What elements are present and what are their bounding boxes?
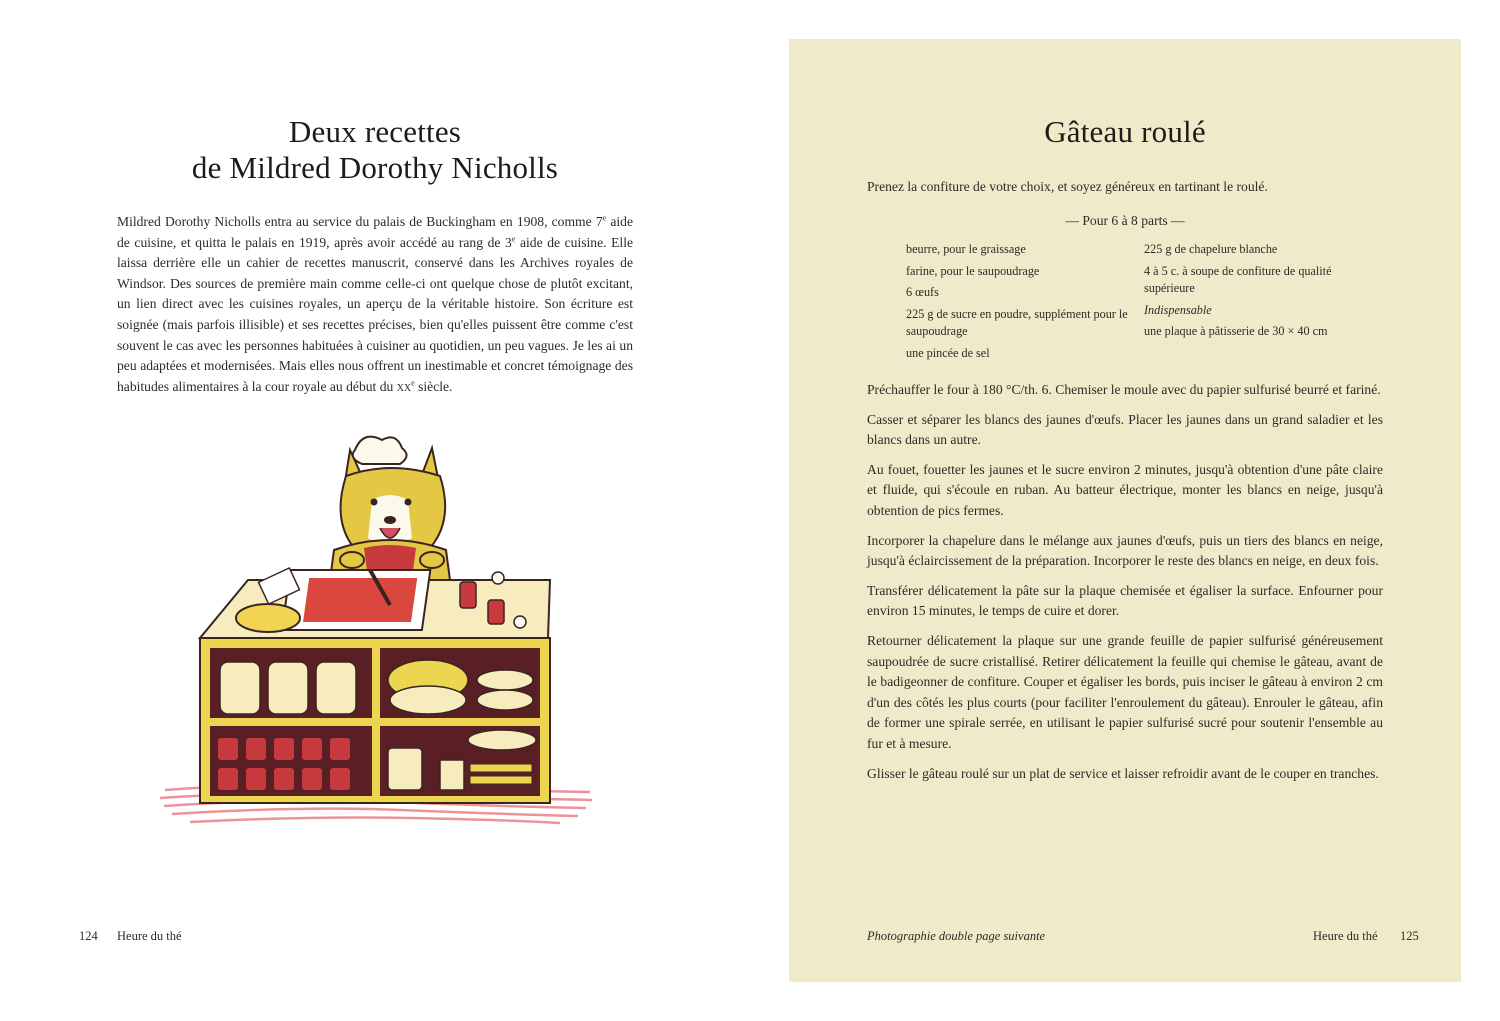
recipe-steps: [867, 380, 1383, 793]
right-running-head: Heure du thé: [1313, 929, 1378, 943]
counter-top: [200, 568, 550, 638]
ingredient: 4 à 5 c. à soupe de confiture de qualité supérieure: [1144, 263, 1332, 295]
recipe-step: Casser et séparer les blancs des jaunes d'œufs. Placer les jaunes dans un grand saladier et les blancs dans un autre.: [867, 411, 1383, 448]
intro-text-2: aide de cuisine, et quitta le palais en 1919, après avoir accédé au rang de 3: [117, 214, 633, 250]
intro-paragraph: [117, 212, 633, 397]
ingredient: beurre, pour le graissage: [906, 242, 1026, 256]
ingredient: farine, pour le saupoudrage: [906, 263, 1040, 278]
intro-text-4: siècle.: [414, 378, 453, 394]
corgi-chef-illustration: [150, 430, 600, 840]
essential-item: une plaque à pâtisserie de 30 × 40 cm: [1144, 324, 1328, 338]
ordinal-suffix: e: [411, 378, 415, 388]
ordinal-suffix: e: [602, 213, 607, 223]
ingredient: 225 g de chapelure blanche: [1144, 242, 1278, 256]
left-title-line2: de Mildred Dorothy Nicholls: [191, 150, 559, 185]
century-numeral: xx: [396, 378, 412, 394]
recipe-step: Incorporer la chapelure dans le mélange aux jaunes d'œufs, puis un tiers des blancs en neige, jusqu'à éclaircissement de la préparation. Incorporer le reste des blancs en neige, en deux fois.: [867, 532, 1383, 569]
recipe-step: Transférer délicatement la pâte sur la plaque chemisée et égaliser la surface. Enfourner pour environ 15 minutes, le temps de cuire et dorer.: [867, 582, 1383, 619]
intro-text-1: Mildred Dorothy Nicholls entra au service du palais de Buckingham en 1908, comme 7: [117, 214, 603, 229]
left-page-number: 124: [79, 929, 98, 943]
photo-note: Photographie double page suivante: [867, 929, 1046, 943]
left-title-line1: Deux recettes: [288, 114, 462, 149]
essential-label: Indispensable: [1144, 302, 1212, 317]
right-page-number: 125: [1400, 929, 1419, 943]
ingredients-right: [1144, 241, 1374, 345]
corgi-figure: [330, 437, 450, 580]
recipe-title: Gâteau roulé: [1044, 114, 1206, 149]
kitchen-shelves: [200, 638, 550, 803]
ingredient: 225 g de sucre en poudre, supplément pour le saupoudrage: [906, 306, 1128, 338]
ingredients-left: [906, 241, 1131, 366]
ingredient: une pincée de sel: [906, 345, 990, 360]
servings: — Pour 6 à 8 parts —: [1065, 213, 1185, 228]
left-page-title: [110, 114, 640, 186]
ordinal-suffix: e: [511, 234, 516, 244]
recipe-step: Au fouet, fouetter les jaunes et le sucre environ 2 minutes, jusqu'à obtention d'une pâte claire et fluide, qui s'écoule en ruban. Au batteur électrique, monter les blancs en neige, jusqu'à obtention de pics fermes.: [867, 461, 1383, 518]
intro-text-3: aide de cuisine. Elle laissa derrière elle un cahier de recettes manuscrit, conservé dans les Archives royales de Windsor. Des sources de première main comme celle-ci ont quelque chose de plutôt excitant, un lien direct avec les cuisines royales, un aperçu de la véritable histoire. Son écriture est soignée (mais parfois illisible) et ses recettes précises, bien qu'elles puissent être comme c'est souvent le cas avec les personnes habituées à cuisiner au quotidien, un peu vagues. Je les ai un peu adaptées et modernisées. Mais elles nous offrent un inestimable et concret témoignage des habitudes alimentaires à la cour royale au début du: [117, 234, 633, 394]
ingredient: 6 œufs: [906, 285, 939, 299]
left-running-head: Heure du thé: [117, 929, 182, 943]
recipe-step: Préchauffer le four à 180 °C/th. 6. Chemiser le moule avec du papier sulfurisé beurré et fariné.: [867, 382, 1381, 397]
recipe-step: Glisser le gâteau roulé sur un plat de service et laisser refroidir avant de le couper en tranches.: [867, 765, 1379, 781]
recipe-lead: Prenez la confiture de votre choix, et soyez généreux en tartinant le roulé.: [867, 179, 1268, 194]
recipe-step: Retourner délicatement la plaque sur une grande feuille de papier sulfurisé généreusement saupoudrée de sucre cristallisé. Retirer délicatement la feuille qui chemise le gâteau, avant de le badigeonner de confiture. Couper et égaliser les bords, puis inciser le gâteau à environ 2 cm d'un des côtés les plus courts (pour faciliter l'enroulement du gâteau). Enrouler le gâteau, afin de former une spirale serrée, en utilisant le papier sulfurisé sucré pour soutenir l'ensemble au fur et à mesure.: [867, 632, 1383, 751]
